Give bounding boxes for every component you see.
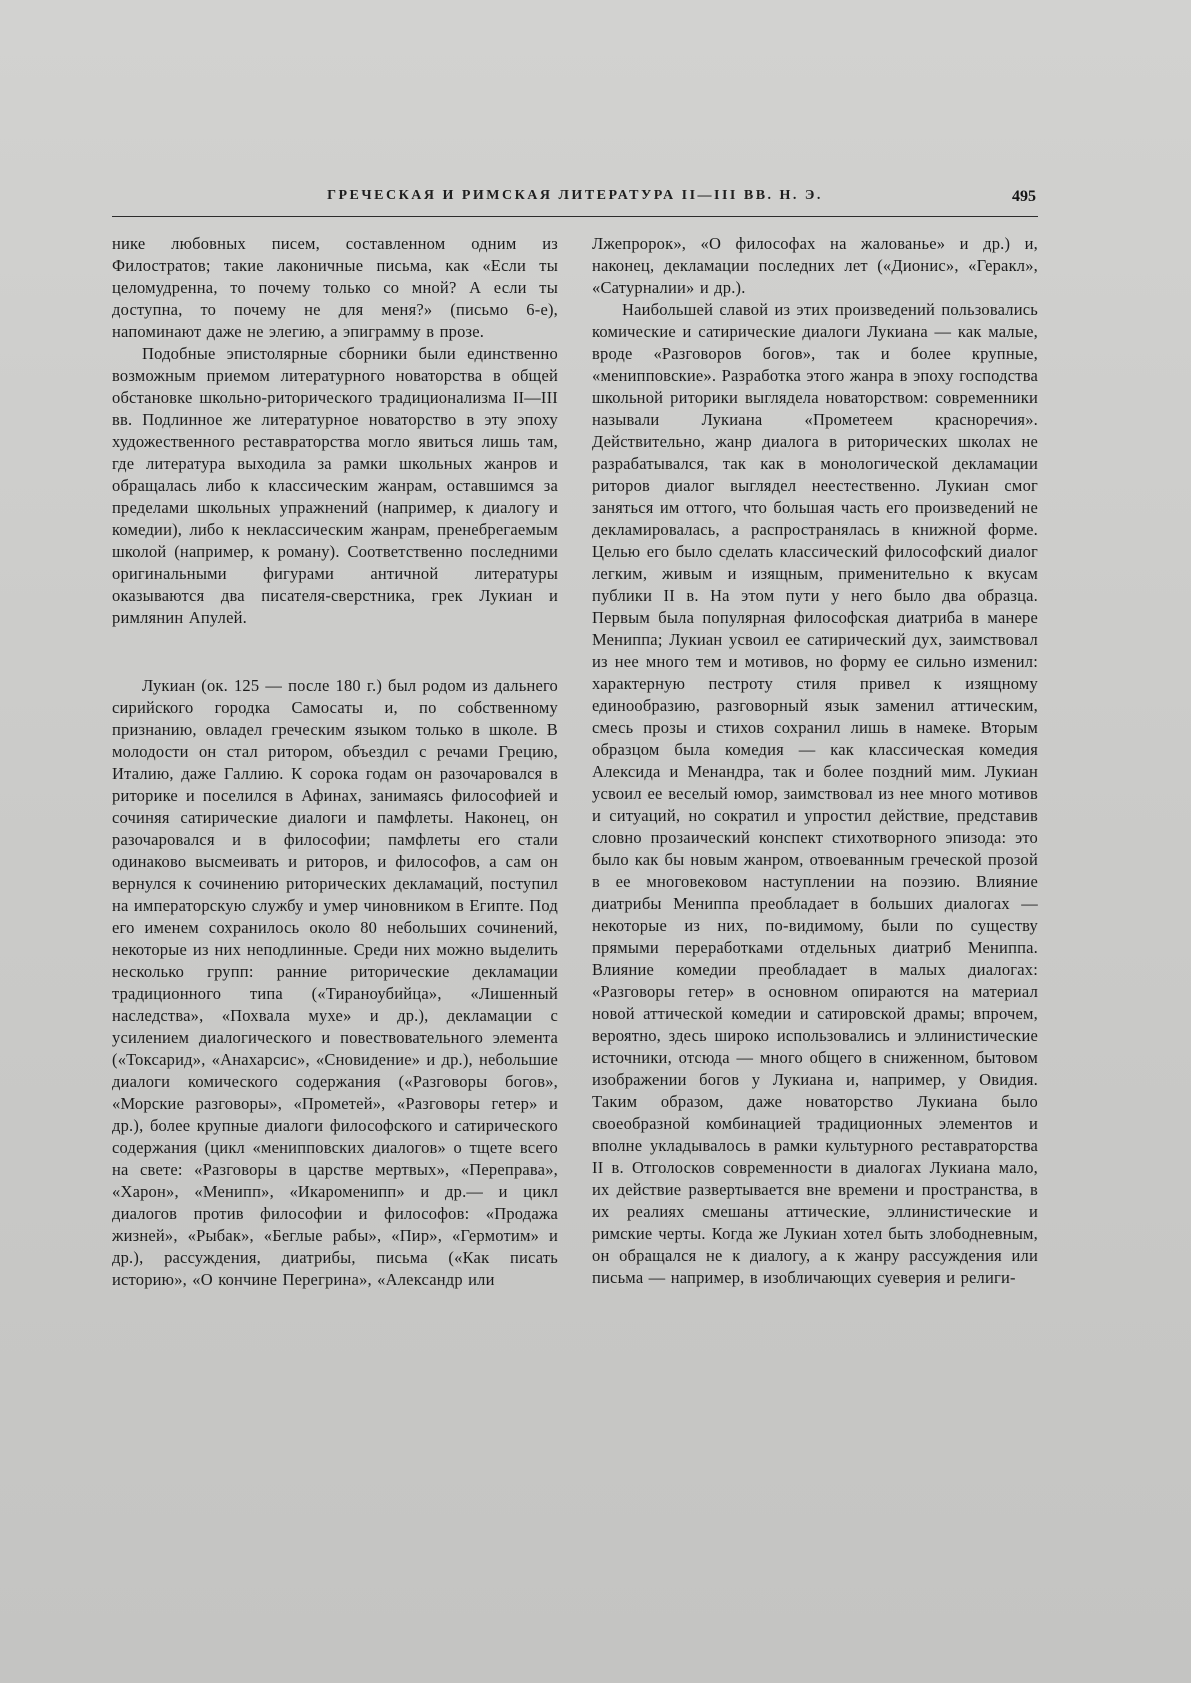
text-block: [112, 188, 1038, 1291]
header-rule: [112, 216, 1038, 217]
paragraph: Наибольшей славой из этих произведений пользовались комические и сатирические диалоги Лукиана — как малые, вроде «Разговоров богов», так и более крупные, «менипповские». Разработка этого жанра в эпоху господства школьной риторики выглядела новаторством: современники называли Лукиана «Прометеем красноречия». Действительно, жанр диалога в риторических школах не разрабатывался, так как в монологической декламации риторов диалог выглядел неестественно. Лукиан смог заняться им оттого, что большая часть его произведений не декламировалась, а распространялась в книжной форме. Целью его было сделать классический философский диалог легким, живым и изящным, применительно к вкусам публики II в. На этом пути у него было два образца. Первым была популярная философская диатриба в манере Мениппа; Лукиан усвоил ее сатирический дух, заимствовал из нее много тем и мотивов, но форму ее сильно изменил: характерную пестроту стиля привел к изящному единообразию, разговорный язык заменил аттическим, смесь прозы и стихов сохранил лишь в намеке. Вторым образцом была комедия — как классическая комедия Алексида и Менандра, так и более поздний мим. Лукиан усвоил ее веселый юмор, заимствовал из нее много мотивов и ситуаций, но сократил и упростил действие, представив словно прозаический конспект стихотворного эпизода: это было как бы новым жанром, отвоеванным греческой прозой в ее многовековом наступлении на поэзию. Влияние диатрибы Мениппа преобладает в больших диалогах — некоторые из них, по-видимому, были по существу прямыми переработками отдельных диатриб Мениппа. Влияние комедии преобладает в малых диалогах: «Разговоры гетер» в основном опираются на материал новой аттической комедии и сатировской драмы; впрочем, вероятно, здесь широко использовались и эллинистические источники, отсюда — много общего в сниженном, бытовом изображении богов у Лукиана и, например, у Овидия. Таким образом, даже новаторство Лукиана было своеобразной комбинацией традиционных элементов и вполне укладывалось в рамки культурного реставраторства II в. Отголосков современности в диалогах Лукиана мало, их действие развертывается вне времени и пространства, в их реалиях смешаны аттические, эллинистические и римские черты. Когда же Лукиан хотел быть злободневным, он обращался не к диалогу, а к жанру рассуждения или письма — например, в изобличающих суеверия и религи-: [592, 300, 1038, 1287]
paragraph: Подобные эпистолярные сборники были единственно возможным приемом литературного новаторства в общей обстановке школьно-риторического традиционализма II—III вв. Подлинное же литературное новаторство в эту эпоху художественного реставраторства могло явиться лишь там, где литература выходила за рамки школьных жанров и обращалась либо к классическим жанрам, оставшимся за пределами школьных упражнений (например, к диалогу и комедии), либо к неклассическим жанрам, пренебрегаемым школой (например, к роману). Соответственно последними оригинальными фигурами античной литературы оказываются два писателя-сверстника, грек Лукиан и римлянин Апулей.: [112, 344, 558, 627]
left-column: [112, 233, 558, 1291]
right-column: [592, 233, 1038, 1291]
running-title: ГРЕЧЕСКАЯ И РИМСКАЯ ЛИТЕРАТУРА II—III ВВ. Н. Э.: [327, 188, 823, 203]
section-break: [112, 629, 558, 675]
paragraph: нике любовных писем, составленном одним из Филостратов; такие лаконичные письма, как «Если ты целомудренна, то почему только со мной? А если ты доступна, то почему не для меня?» (письмо 6-е), напоминают даже не элегию, а эпиграмму в прозе.: [112, 234, 558, 341]
page-number: 495: [1012, 188, 1036, 205]
paragraph: Лжепророк», «О философах на жалованье» и др.) и, наконец, декламации последних лет («Дионис», «Геракл», «Сатурналии» и др.).: [592, 234, 1038, 297]
paragraph: Лукиан (ок. 125 — после 180 г.) был родом из дальнего сирийского городка Самосаты и, по собственному признанию, овладел греческим языком только в школе. В молодости он стал ритором, объездил с речами Грецию, Италию, даже Галлию. К сорока годам он разочаровался в риторике и поселился в Афинах, занимаясь философией и сочиняя сатирические диалоги и памфлеты. Наконец, он разочаровался и в философии; памфлеты его стали одинаково высмеивать и риторов, и философов, а сам он вернулся к сочинению риторических декламаций, поступил на императорскую службу и умер чиновником в Египте. Под его именем сохранилось около 80 небольших сочинений, некоторые из них неподлинные. Среди них можно выделить несколько групп: ранние риторические декламации традиционного типа («Тираноубийца», «Лишенный наследства», «Похвала мухе» и др.), декламации с усилением диалогического и повествовательного элемента («Токсарид», «Анахарсис», «Сновидение» и др.), небольшие диалоги комического содержания («Разговоры богов», «Морские разговоры», «Прометей», «Разговоры гетер» и др.), более крупные диалоги философского и сатирического содержания (цикл «менипповских диалогов» о тщете всего на свете: «Разговоры в царстве мертвых», «Переправа», «Харон», «Менипп», «Икароменипп» и др.— и цикл диалогов против философии и философов: «Продажа жизней», «Рыбак», «Беглые рабы», «Пир», «Гермотим» и др.), рассуждения, диатрибы, письма («Как писать историю», «О кончине Перегрина», «Александр или: [112, 676, 558, 1289]
page-header: [112, 188, 1038, 212]
two-column-text: [112, 233, 1038, 1291]
